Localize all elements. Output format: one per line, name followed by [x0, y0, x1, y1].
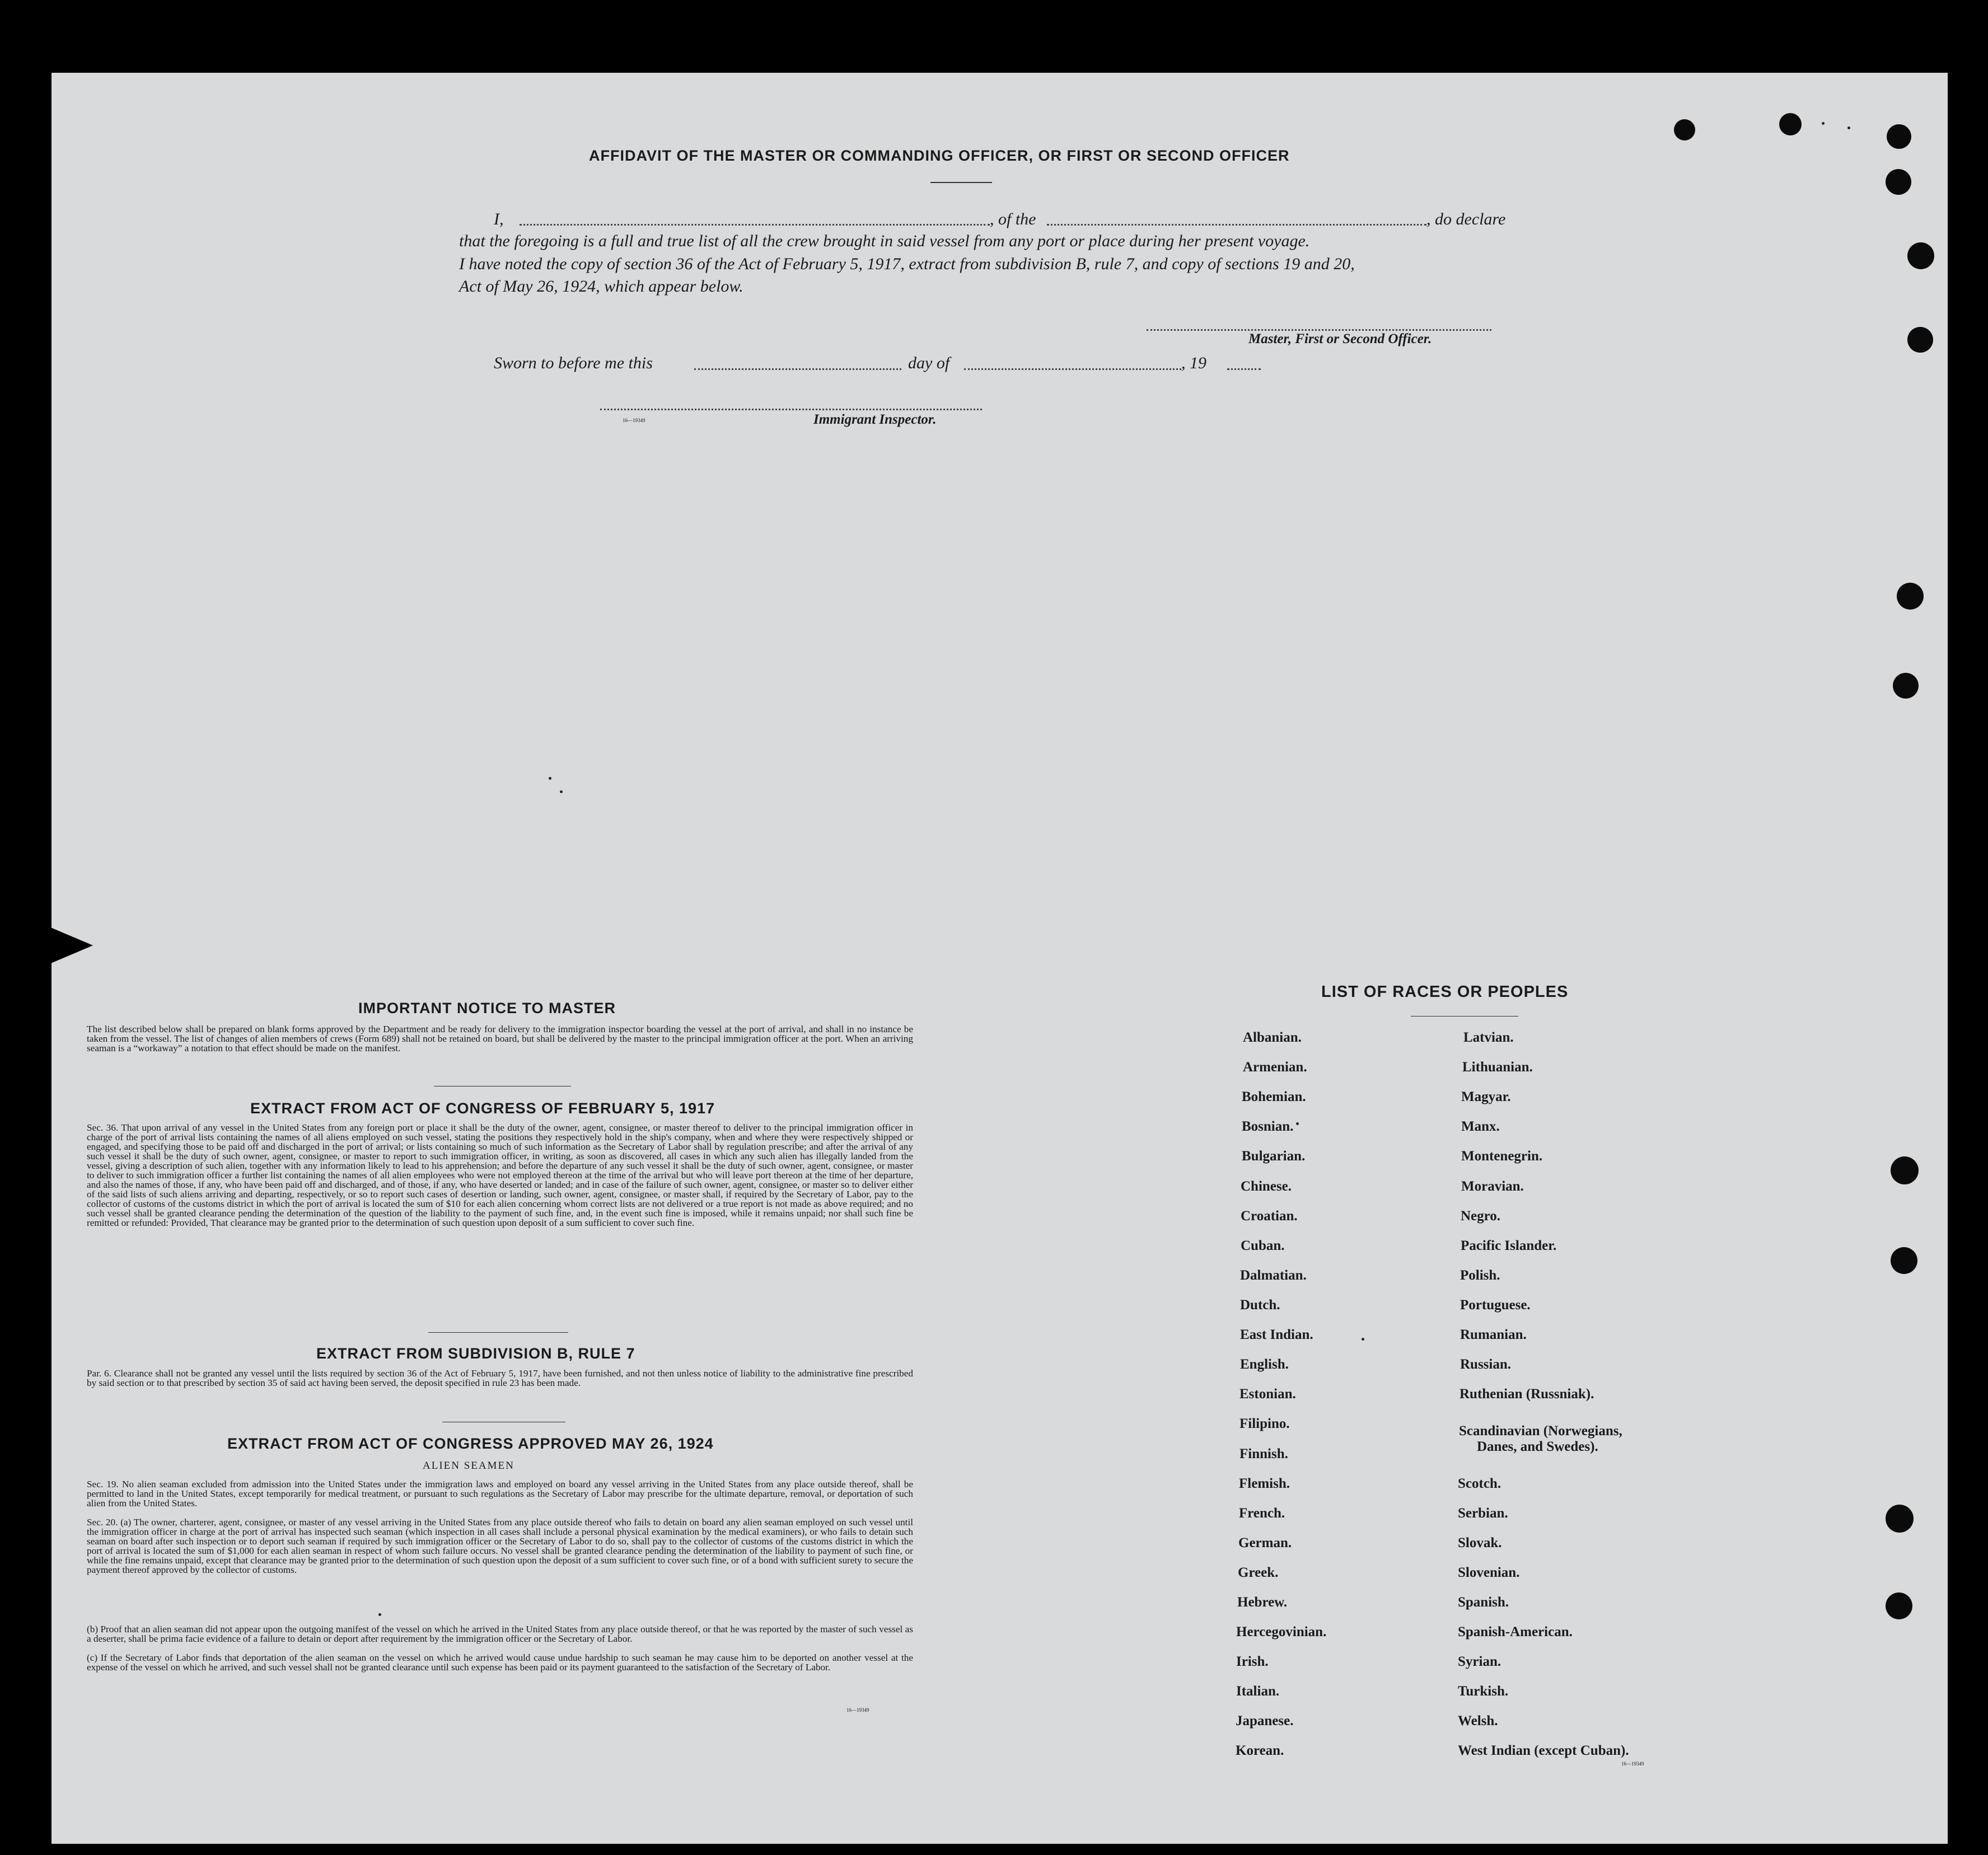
- race-left: Hebrew.: [1237, 1595, 1288, 1610]
- binder-hole: [1907, 242, 1934, 269]
- affidavit-title: AFFIDAVIT OF THE MASTER OR COMMANDING OFFICER, OR FIRST OR SECOND OFFICER: [589, 147, 1290, 164]
- race-right: Lithuanian.: [1462, 1060, 1533, 1075]
- inspector-signature-line: [600, 409, 982, 410]
- binder-hole: [1779, 113, 1802, 135]
- race-left: Hercegovinian.: [1236, 1624, 1327, 1639]
- race-left: Cuban.: [1241, 1238, 1285, 1253]
- binder-hole: [1907, 327, 1933, 353]
- race-left: Italian.: [1236, 1684, 1280, 1699]
- race-left: East Indian.: [1240, 1327, 1313, 1342]
- form-number: 16—19349: [623, 418, 645, 423]
- extract-1924-title: EXTRACT FROM ACT OF CONGRESS APPROVED MAY 26, 1924: [227, 1435, 714, 1452]
- affidavit-declare: , do declare: [1426, 210, 1506, 228]
- race-right: Latvian.: [1463, 1030, 1514, 1045]
- form-number: 16—19349: [846, 1707, 869, 1713]
- race-left: Albanian.: [1243, 1030, 1302, 1045]
- notice-text: The list described below shall be prepared on blank forms approved by the Department and be ready for delivery to the immigration inspector boarding the vessel at the port of arrival, and shall in no instance be taken from the vessel. The list of changes of alien members of crews (Form 689) shall not be retained on board, but shall be delivered by the master to the principal immigration officer at the port. When an arriving seaman is a “workaway” a notation to that effect should be made on the manifest.: [87, 1024, 913, 1053]
- ink-speck: [549, 777, 551, 780]
- race-right: Spanish.: [1458, 1595, 1509, 1610]
- race-left: Irish.: [1236, 1654, 1269, 1669]
- race-right: Serbian.: [1458, 1506, 1508, 1521]
- affidavit-line4: Act of May 26, 1924, which appear below.: [459, 277, 743, 296]
- race-left: Flemish.: [1239, 1476, 1290, 1491]
- master-signature-line: [1147, 329, 1491, 331]
- race-right: Syrian.: [1458, 1654, 1501, 1669]
- sec20a-text: Sec. 20. (a) The owner, charterer, agent, consignee, or master of any vessel arriving in the United States from any place outside thereof who fails to detain on board any alien seaman employed on such vessel until the immigration officer in charge at the port of arrival has inspected such seaman (which inspection in all cases shall include a personal physical examination by the medical examiners), or who fails to detain such seaman on board after such inspection or to deport such seaman if required by such immigration officer or the Secretary of Labor to do so, shall pay to the collector of customs of the customs district in which the port of arrival is located the sum of $1,000 for each alien seaman in respect of whom such failure occurs. No vessel shall be granted clearance pending the determination of the liability to payment of such fine, or while the fine remains unpaid, except that clearance may be granted prior to the determination of such question upon the deposit of a sum sufficient to cover such fine, or of a bond with sufficient surety to secure the payment thereof approved by the collector of customs.: [87, 1517, 913, 1575]
- ink-speck: [1362, 1338, 1364, 1341]
- race-left: Bosnian.: [1242, 1119, 1294, 1134]
- race-right: Slovenian.: [1458, 1565, 1520, 1580]
- race-left: Estonian.: [1239, 1386, 1296, 1402]
- section-rule: [428, 1332, 568, 1333]
- race-right: Portuguese.: [1460, 1297, 1531, 1313]
- sworn-day-blank: [694, 368, 901, 370]
- affidavit-of-the: , of the: [990, 210, 1036, 228]
- race-right: Rumanian.: [1460, 1327, 1527, 1342]
- ink-speck: [1822, 122, 1825, 125]
- race-right: Danes, and Swedes).: [1477, 1439, 1598, 1454]
- race-left: Finnish.: [1239, 1446, 1288, 1461]
- binder-hole: [1891, 1156, 1919, 1184]
- day-of-label: day of: [908, 354, 950, 372]
- race-left: English.: [1240, 1357, 1289, 1372]
- master-signature-label: Master, First or Second Officer.: [1248, 331, 1432, 346]
- race-right: Pacific Islander.: [1461, 1238, 1557, 1253]
- year-blank: [1227, 368, 1261, 370]
- race-left: Bohemian.: [1242, 1089, 1306, 1104]
- race-right: Montenegrin.: [1461, 1149, 1543, 1164]
- binder-hole: [1893, 673, 1919, 699]
- race-right: Ruthenian (Russniak).: [1460, 1386, 1594, 1402]
- race-left: Korean.: [1236, 1743, 1284, 1758]
- name-blank: [520, 224, 990, 226]
- race-left: Armenian.: [1243, 1060, 1307, 1075]
- race-right: Spanish-American.: [1458, 1624, 1573, 1639]
- race-left: German.: [1238, 1535, 1292, 1550]
- sec19-text: Sec. 19. No alien seaman excluded from admission into the United States under the immigration laws and employed on board any vessel arriving in the United States from any place outside thereof, shall be permitted to land in the United States, except temporarily for medical treatment, or pursuant to such regulations as the Secretary of Labor may prescribe for the ultimate departure, removal, or deportation of such alien from the United States.: [87, 1479, 913, 1509]
- race-right: Moravian.: [1461, 1179, 1524, 1194]
- race-left: Greek.: [1238, 1565, 1279, 1580]
- binder-hole: [1674, 119, 1695, 140]
- extract-1917-title: EXTRACT FROM ACT OF CONGRESS OF FEBRUARY 5, 1917: [250, 1100, 715, 1117]
- race-left: Filipino.: [1239, 1416, 1290, 1431]
- race-left: Croatian.: [1241, 1208, 1298, 1224]
- race-right: Manx.: [1461, 1119, 1500, 1134]
- race-left: Dutch.: [1240, 1297, 1280, 1313]
- inspector-signature-label: Immigrant Inspector.: [813, 412, 937, 427]
- form-page: [52, 73, 1948, 1844]
- race-left: Japanese.: [1236, 1713, 1294, 1728]
- race-right: Russian.: [1460, 1357, 1512, 1372]
- sworn-label: Sworn to before me this: [494, 354, 653, 372]
- race-right: Scandinavian (Norwegians,: [1459, 1423, 1622, 1439]
- race-left: French.: [1239, 1506, 1285, 1521]
- affidavit-line2: that the foregoing is a full and true list of all the crew brought in said vessel from any port or place during her present voyage.: [459, 232, 1310, 250]
- ink-speck: [1847, 127, 1850, 129]
- sec20c-text: (c) If the Secretary of Labor finds that deportation of the alien seaman on the vessel on which he arrived would cause undue hardship to such seaman he may cause him to be deported on another vessel at the expense of the vessel on which he arrived, and such vessel shall not be granted clearance until such expense has been paid or its payment guaranteed to the satisfaction of the Secretary of Labor.: [87, 1652, 913, 1673]
- binder-hole: [1891, 1247, 1917, 1274]
- race-right: Magyar.: [1461, 1089, 1511, 1104]
- rule7-text: Par. 6. Clearance shall not be granted any vessel until the lists required by section 36 of the Act of February 5, 1917, have been furnished, and not then unless notice of liability to the administrative fine prescribed by said section or to that prescribed by section 35 of said act having been served, the deposit specified in rule 23 has been made.: [87, 1368, 913, 1388]
- year-label: , 19: [1181, 354, 1206, 372]
- ink-speck: [560, 790, 563, 793]
- races-title: LIST OF RACES OR PEOPLES: [1321, 983, 1569, 1001]
- binder-hole: [1887, 124, 1911, 149]
- binder-hole: [1886, 1592, 1912, 1619]
- affidavit-i: I,: [494, 210, 504, 228]
- race-right: Polish.: [1460, 1268, 1500, 1283]
- race-right: Negro.: [1461, 1208, 1501, 1224]
- race-right: Slovak.: [1458, 1535, 1502, 1550]
- month-blank: [964, 368, 1181, 370]
- race-left: Dalmatian.: [1240, 1268, 1307, 1283]
- torn-notch: [48, 926, 93, 964]
- vessel-blank: [1047, 224, 1426, 226]
- ink-speck: [1296, 1122, 1299, 1125]
- notice-title: IMPORTANT NOTICE TO MASTER: [358, 1000, 616, 1016]
- race-left: Chinese.: [1241, 1179, 1292, 1194]
- affidavit-line3: I have noted the copy of section 36 of the Act of February 5, 1917, extract from subdivision B, rule 7, and copy of sections 19 and 20,: [459, 255, 1355, 273]
- binder-hole: [1886, 1505, 1914, 1533]
- extract-1917-text: Sec. 36. That upon arrival of any vessel in the United States from any foreign port or place it shall be the duty of the owner, agent, consignee, or master thereof to deliver to the principal immigration officer in charge of the port of arrival lists containing the names of all aliens employed on such vessel, stating the positions they respectively hold in the ship's company, when and where they were respectively shipped or engaged, and specifying those to be paid off and discharged in the port of arrival; or lists containing so much of such information as the Secretary of Labor shall by regulation prescribe; and after the arrival of any such vessel it shall be the duty of such owner, agent, consignee, or master to report to such immigration officer, in writing, as soon as discovered, all cases in which any such alien has illegally landed from the vessel, giving a description of such alien, together with any information likely to lead to his apprehension; and before the departure of any such vessel it shall be the duty of such owner, agent, consignee, or master to deliver to such immigration officer a further list containing the names of all alien employees who were not employed thereon at the time of the arrival but who will leave port thereon at the time of her departure, and also the names of those, if any, who have been paid off and discharged, and of those, if any, who have deserted or landed; and in case of the failure of such owner, agent, consignee, or master so to deliver either of the said lists of such aliens arriving and departing, respectively, or so to report such cases of desertion or landing, such owner, agent, consignee, or master shall, if required by the Secretary of Labor, pay to the collector of customs of the customs district in which the port of arrival is located the sum of $10 for each alien concerning whom correct lists are not delivered or a true report is not made as above required; and no such vessel shall be granted clearance pending the determination of the question of the liability to the payment of such fine, and, in the event such fine is imposed, while it remains unpaid; nor shall such fine be remitted or refunded: Provided, That clearance may be granted prior to the determination of such question upon deposit of a sum sufficient to cover such fine.: [87, 1122, 913, 1228]
- race-left: Bulgarian.: [1242, 1149, 1306, 1164]
- ink-speck: [378, 1613, 381, 1616]
- form-number: 16—19349: [1621, 1761, 1644, 1767]
- race-right: Turkish.: [1458, 1684, 1509, 1699]
- race-right: Welsh.: [1458, 1713, 1498, 1728]
- sec20b-text: (b) Proof that an alien seaman did not appear upon the outgoing manifest of the vessel on which he arrived in the United States from any place outside thereof, or that he was reported by the master of such vessel as a deserter, shall be prima facie evidence of a failure to detain or deport after requirement by the immigration officer or the Secretary of Labor.: [87, 1624, 913, 1644]
- race-right: West Indian (except Cuban).: [1458, 1743, 1629, 1758]
- rule7-title: EXTRACT FROM SUBDIVISION B, RULE 7: [316, 1345, 635, 1362]
- alien-seamen-subtitle: ALIEN SEAMEN: [423, 1460, 514, 1472]
- binder-hole: [1897, 583, 1924, 610]
- binder-hole: [1886, 169, 1911, 195]
- race-right: Scotch.: [1458, 1476, 1501, 1491]
- title-rule: [930, 182, 992, 183]
